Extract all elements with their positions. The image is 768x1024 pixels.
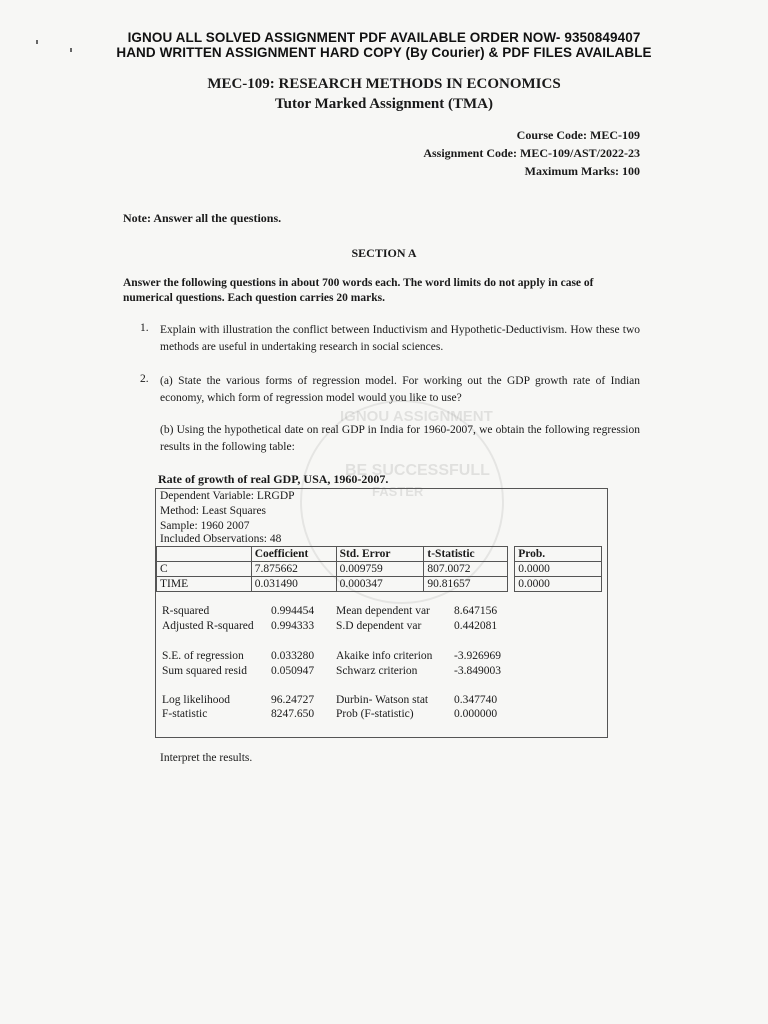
max-marks: Maximum Marks: 100	[524, 164, 640, 178]
stat-value: -3.926969	[454, 650, 501, 662]
stat-value: -3.849003	[454, 665, 501, 677]
stat-value: 8.647156	[454, 605, 498, 617]
stat-label: Akaike info criterion	[336, 650, 433, 662]
observations: Included Observations: 48	[160, 533, 282, 545]
stat-value: 0.050947	[271, 665, 315, 677]
dependent-variable: Dependent Variable: LRGDP	[160, 490, 295, 502]
stat-label: S.D dependent var	[336, 620, 422, 632]
stat-value: 0.994333	[271, 620, 315, 632]
stat-label: Prob (F-statistic)	[336, 708, 414, 720]
stat-label: R-squared	[162, 605, 210, 617]
coefficient-table	[156, 546, 602, 592]
table-cell: 0.0000	[515, 562, 602, 577]
table-cell: 90.81657	[424, 577, 508, 592]
table-row	[157, 562, 602, 577]
stat-value: 8247.650	[271, 708, 315, 720]
table-cell: TIME	[157, 577, 252, 592]
table-title: Rate of growth of real GDP, USA, 1960-2007.	[158, 472, 389, 486]
stat-value: 0.000000	[454, 708, 498, 720]
sample: Sample: 1960 2007	[160, 520, 250, 532]
question-2b: (b) Using the hypothetical date on real GDP in India for 1960-2007, we obtain the following regression results in the following table:	[160, 424, 640, 453]
watermark-middle: BE SUCCESSFULL	[345, 462, 490, 479]
table-cell: C	[157, 562, 252, 577]
interpret-instruction: Interpret the results.	[160, 752, 253, 764]
stat-label: S.E. of regression	[162, 650, 244, 662]
question-2-number: 2.	[140, 373, 149, 385]
table-header-cell	[157, 547, 252, 562]
instructions: Answer the following questions in about 700 words each. The word limits do not apply in case of numerical questions. Each question carries 20 marks.	[123, 277, 594, 304]
course-code: Course Code: MEC-109	[516, 128, 640, 142]
stat-label: Mean dependent var	[336, 605, 430, 617]
table-cell: 0.0000	[515, 577, 602, 592]
stat-value: 0.442081	[454, 620, 498, 632]
table-cell: 0.031490	[251, 577, 336, 592]
method: Method: Least Squares	[160, 505, 267, 517]
table-header-cell: Std. Error	[336, 547, 424, 562]
promo-banner-line-1: IGNOU ALL SOLVED ASSIGNMENT PDF AVAILABLE ORDER NOW- 9350849407	[127, 30, 641, 45]
table-header-cell: Coefficient	[251, 547, 336, 562]
table-header-cell: Prob.	[515, 547, 602, 562]
table-cell: 0.000347	[336, 577, 424, 592]
watermark-lower: FASTER	[372, 484, 424, 499]
table-cell	[508, 577, 515, 592]
question-2a: (a) State the various forms of regression model. For working out the GDP growth rate of Indian economy, which form of regression model would you like to use?	[160, 375, 640, 404]
watermark-top: IGNOU ASSIGNMENT	[340, 408, 493, 425]
section-heading: SECTION A	[351, 246, 417, 260]
stat-value: 0.033280	[271, 650, 315, 662]
table-header-row	[157, 547, 602, 562]
table-cell: 807.0072	[424, 562, 508, 577]
stat-label: Sum squared resid	[162, 665, 247, 677]
stat-value: 0.347740	[454, 694, 498, 706]
question-1: Explain with illustration the conflict between Inductivism and Hypothetic-Deductivism. How these two methods are useful in undertaking research in social sciences.	[160, 324, 640, 353]
stat-value: 96.24727	[271, 694, 315, 706]
stat-label: Durbin- Watson stat	[336, 694, 429, 706]
table-cell: 0.009759	[336, 562, 424, 577]
stat-label: Adjusted R-squared	[162, 620, 254, 632]
note: Note: Answer all the questions.	[123, 211, 282, 225]
table-row	[157, 577, 602, 592]
stat-value: 0.994454	[271, 605, 315, 617]
table-header-cell	[508, 547, 515, 562]
table-header-cell: t-Statistic	[424, 547, 508, 562]
stat-label: Log likelihood	[162, 694, 231, 706]
assignment-code: Assignment Code: MEC-109/AST/2022-23	[423, 146, 640, 160]
table-cell	[508, 562, 515, 577]
course-title: MEC-109: RESEARCH METHODS IN ECONOMICS	[207, 76, 561, 92]
stat-label: F-statistic	[162, 708, 208, 720]
assignment-subtitle: Tutor Marked Assignment (TMA)	[275, 96, 493, 112]
stat-label: Schwarz criterion	[336, 665, 418, 677]
question-1-number: 1.	[140, 322, 149, 334]
table-cell: 7.875662	[251, 562, 336, 577]
promo-banner-line-2: HAND WRITTEN ASSIGNMENT HARD COPY (By Courier) & PDF FILES AVAILABLE	[116, 45, 652, 60]
